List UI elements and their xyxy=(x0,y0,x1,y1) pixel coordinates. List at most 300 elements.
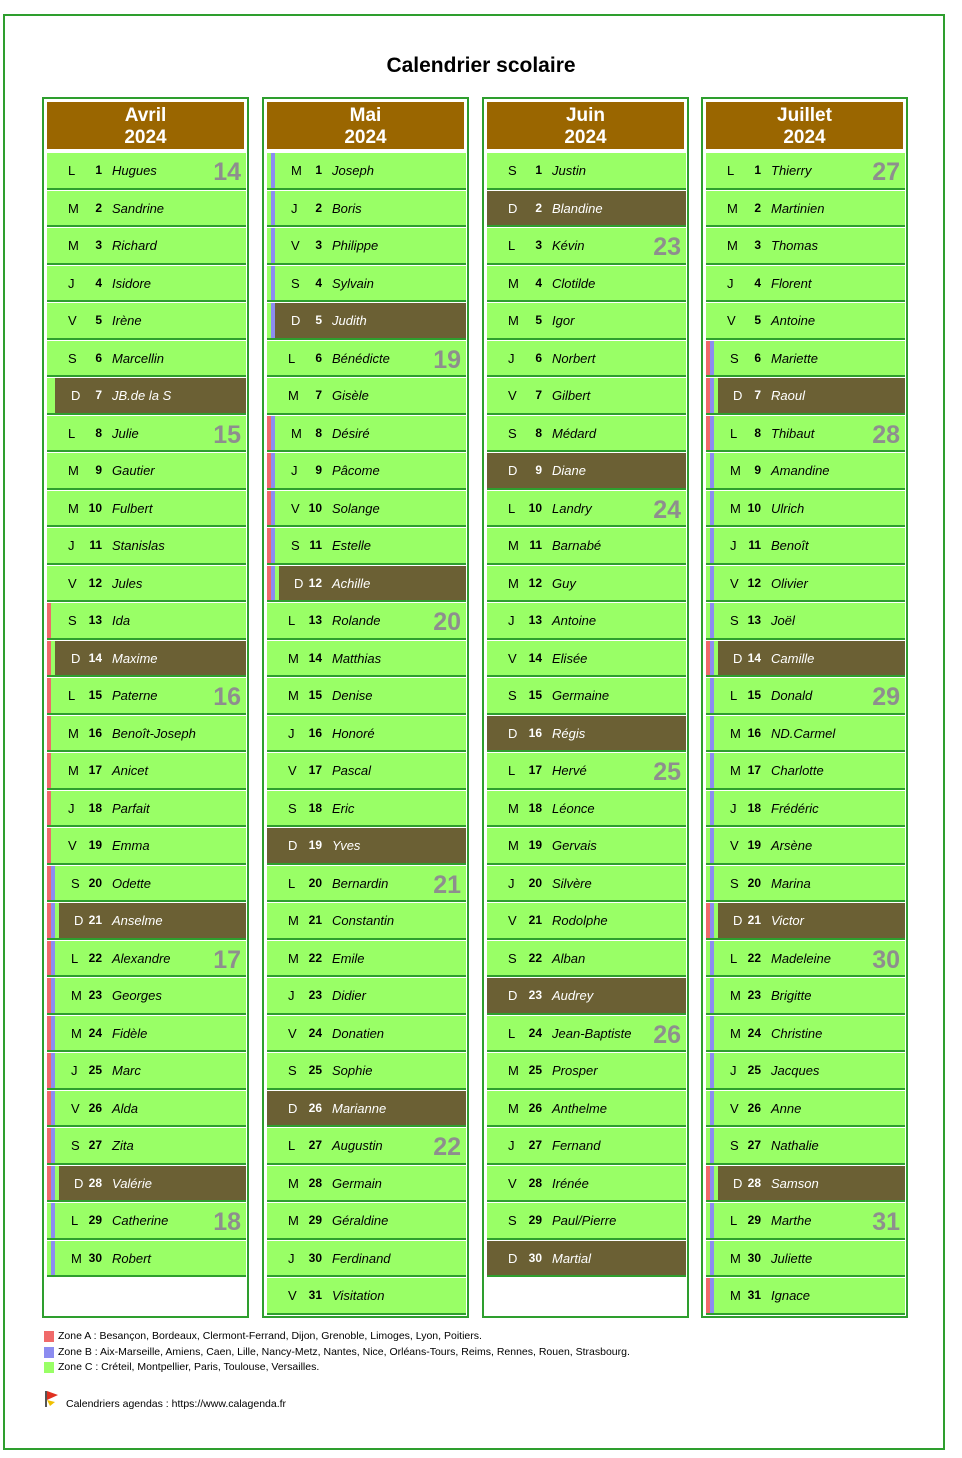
weekday-letter: M xyxy=(730,463,741,478)
day-row xyxy=(703,791,906,829)
row-divider xyxy=(487,525,686,527)
saint-name: Régis xyxy=(552,725,586,741)
row-divider xyxy=(47,863,246,865)
row-divider xyxy=(267,1238,466,1240)
weekday-letter: D xyxy=(508,200,518,216)
day-number: 26 xyxy=(528,1100,542,1115)
weekday-letter: L xyxy=(68,163,76,178)
weekday-letter: D xyxy=(508,988,518,1003)
week-number: 27 xyxy=(872,158,900,186)
row-divider xyxy=(706,525,905,527)
day-row xyxy=(703,303,906,341)
weekday-letter: M xyxy=(68,238,79,253)
saint-name: Anne xyxy=(771,1100,802,1116)
row-divider xyxy=(487,300,686,302)
month-year: 2024 xyxy=(783,127,826,148)
row-divider xyxy=(706,488,905,490)
day-number: 12 xyxy=(88,575,102,590)
day-number: 30 xyxy=(308,1250,322,1265)
weekday-letter: L xyxy=(68,688,76,703)
day-row xyxy=(44,753,247,791)
day-row xyxy=(44,153,247,191)
saint-name: Antoine xyxy=(552,613,597,628)
row-divider xyxy=(706,938,905,940)
day-number: 15 xyxy=(308,688,322,702)
zone-b-holiday-marker xyxy=(710,341,714,376)
saint-name: Rodolphe xyxy=(552,913,608,928)
row-divider xyxy=(47,1163,246,1165)
weekday-letter: J xyxy=(71,1063,78,1078)
saint-name: Paul/Pierre xyxy=(552,1213,617,1228)
zone-b-swatch xyxy=(44,1347,54,1358)
day-row xyxy=(264,1278,467,1316)
page-title: Calendrier scolaire xyxy=(386,54,576,77)
saint-name: Boris xyxy=(332,200,362,216)
legend-item-zone-a xyxy=(44,1329,630,1345)
row-divider xyxy=(47,300,246,302)
row-divider xyxy=(487,1163,686,1165)
day-row xyxy=(44,678,247,716)
day-row xyxy=(484,378,687,416)
day-number: 19 xyxy=(747,838,761,852)
zone-c-holiday-marker xyxy=(55,1166,59,1201)
day-row xyxy=(44,191,247,229)
day-row xyxy=(44,416,247,454)
day-number: 23 xyxy=(88,988,102,1002)
weekday-letter: M xyxy=(288,688,299,703)
row-divider xyxy=(267,300,466,302)
zone-c-holiday-marker xyxy=(55,903,59,938)
saint-name: Igor xyxy=(552,313,575,328)
day-row xyxy=(484,416,687,454)
weekday-letter: M xyxy=(730,1250,741,1266)
saint-name: Mariette xyxy=(771,350,818,366)
weekday-letter: V xyxy=(288,1025,297,1041)
day-row xyxy=(703,641,906,679)
day-row xyxy=(703,941,906,979)
day-row xyxy=(264,903,467,941)
day-row xyxy=(44,303,247,341)
row-divider xyxy=(267,375,466,377)
zone-b-holiday-marker xyxy=(710,716,714,751)
saint-name: Ida xyxy=(112,613,131,628)
day-row xyxy=(44,866,247,904)
row-divider xyxy=(487,788,686,790)
zone-b-holiday-marker xyxy=(271,266,275,301)
row-divider xyxy=(267,750,466,752)
week-number: 29 xyxy=(872,683,900,711)
day-number: 22 xyxy=(747,950,761,965)
saint-name: Fernand xyxy=(552,1138,601,1153)
day-number: 12 xyxy=(747,575,761,590)
day-row xyxy=(264,941,467,979)
weekday-letter: J xyxy=(291,463,298,478)
day-row xyxy=(44,1016,247,1054)
day-number: 3 xyxy=(315,238,322,252)
weekday-letter: S xyxy=(291,538,300,553)
zone-b-holiday-marker xyxy=(710,1091,714,1126)
row-divider xyxy=(706,638,905,640)
saint-name: Marcellin xyxy=(112,350,165,366)
zone-b-holiday-marker xyxy=(51,1053,55,1088)
day-number: 21 xyxy=(747,913,761,927)
day-number: 5 xyxy=(95,313,102,327)
weekday-letter: M xyxy=(730,725,741,741)
row-divider xyxy=(47,263,246,265)
zone-b-holiday-marker xyxy=(710,566,714,601)
day-row xyxy=(44,341,247,379)
day-row xyxy=(484,903,687,941)
day-number: 6 xyxy=(754,350,761,365)
day-number: 4 xyxy=(95,275,102,290)
weekday-letter: V xyxy=(291,500,300,516)
day-row xyxy=(703,378,906,416)
day-row xyxy=(264,828,467,866)
saint-name: Anthelme xyxy=(552,1100,607,1116)
row-divider xyxy=(47,338,246,340)
weekday-letter: D xyxy=(71,650,81,666)
day-number: 26 xyxy=(308,1100,322,1115)
day-number: 31 xyxy=(747,1288,761,1302)
row-divider xyxy=(47,375,246,377)
day-row xyxy=(264,491,467,529)
saint-name: Eric xyxy=(332,800,355,816)
weekday-letter: D xyxy=(733,1175,743,1191)
weekday-letter: J xyxy=(508,350,515,366)
saint-name: Fidèle xyxy=(112,1025,148,1041)
day-number: 21 xyxy=(308,913,322,927)
day-number: 28 xyxy=(528,1175,542,1190)
row-divider xyxy=(47,1088,246,1090)
row-divider xyxy=(487,413,686,415)
day-number: 16 xyxy=(88,725,102,740)
day-row xyxy=(264,716,467,754)
weekday-letter: J xyxy=(288,725,295,741)
saint-name: Landry xyxy=(552,500,592,516)
day-number: 8 xyxy=(754,425,761,440)
day-row xyxy=(484,716,687,754)
day-number: 2 xyxy=(754,200,761,215)
saint-name: Anselme xyxy=(112,913,163,928)
saint-name: Benoît xyxy=(771,538,809,553)
saint-name: Georges xyxy=(112,988,162,1003)
row-divider xyxy=(487,863,686,865)
day-number: 5 xyxy=(754,313,761,327)
day-number: 17 xyxy=(88,763,102,777)
weekday-letter: M xyxy=(730,1025,741,1041)
zone-b-holiday-marker xyxy=(710,416,714,451)
row-divider xyxy=(706,1238,905,1240)
saint-name: Isidore xyxy=(112,275,152,291)
day-row xyxy=(703,753,906,791)
day-row xyxy=(703,1278,906,1316)
weekday-letter: L xyxy=(288,1138,296,1153)
weekday-letter: M xyxy=(730,763,741,778)
zone-b-holiday-marker xyxy=(710,453,714,488)
row-divider xyxy=(706,1125,905,1127)
day-number: 1 xyxy=(315,163,322,177)
saint-name: Julie xyxy=(112,425,139,441)
zone-b-holiday-marker xyxy=(271,191,275,226)
weekday-letter: J xyxy=(68,275,75,291)
zone-b-holiday-marker xyxy=(710,753,714,788)
saint-name: Thierry xyxy=(771,163,812,178)
weekday-letter: V xyxy=(508,650,517,666)
day-row xyxy=(44,603,247,641)
weekday-letter: J xyxy=(291,200,298,216)
day-row xyxy=(44,228,247,266)
day-number: 15 xyxy=(747,688,761,702)
weekday-letter: S xyxy=(291,275,300,291)
month-header xyxy=(267,102,464,149)
saint-name: Irénée xyxy=(552,1175,589,1191)
day-number: 25 xyxy=(88,1063,102,1077)
zone-c-holiday-marker xyxy=(714,378,718,413)
day-number: 15 xyxy=(528,688,542,702)
day-number: 27 xyxy=(308,1138,322,1152)
zone-b-holiday-marker xyxy=(271,528,275,563)
row-divider xyxy=(487,825,686,827)
weekday-letter: L xyxy=(730,425,738,441)
row-divider xyxy=(706,713,905,715)
zone-c-holiday-marker xyxy=(714,641,718,676)
day-row xyxy=(264,1241,467,1279)
weekday-letter: J xyxy=(288,988,295,1003)
weekday-letter: V xyxy=(288,1288,297,1303)
day-row xyxy=(484,1203,687,1241)
day-cell xyxy=(267,978,466,1013)
weekday-letter: V xyxy=(288,763,297,778)
zone-c-swatch xyxy=(44,1362,54,1373)
day-number: 4 xyxy=(535,275,542,290)
day-row xyxy=(703,566,906,604)
row-divider xyxy=(267,713,466,715)
row-divider xyxy=(487,1088,686,1090)
month-column-juillet xyxy=(701,97,908,1318)
row-divider xyxy=(267,225,466,227)
week-number: 18 xyxy=(213,1208,241,1236)
day-number: 6 xyxy=(535,350,542,365)
day-row xyxy=(264,453,467,491)
legend-text: Zone A : Besançon, Bordeaux, Clermont-Ferrand, Dijon, Grenoble, Limoges, Lyon, Poitiers. xyxy=(58,1330,482,1342)
saint-name: Alban xyxy=(552,950,586,966)
weekday-letter: L xyxy=(508,238,516,253)
saint-name: Ignace xyxy=(771,1288,811,1303)
zone-legend xyxy=(44,1329,630,1376)
day-row xyxy=(703,1166,906,1204)
month-name: Avril xyxy=(124,105,167,126)
row-divider xyxy=(47,675,246,677)
saint-name: Thomas xyxy=(771,238,818,253)
day-row xyxy=(703,453,906,491)
day-row xyxy=(703,828,906,866)
saint-name: Parfait xyxy=(112,800,150,816)
week-number: 21 xyxy=(433,870,461,899)
day-row xyxy=(703,678,906,716)
month-year: 2024 xyxy=(344,127,387,148)
weekday-letter: S xyxy=(508,163,517,178)
weekday-letter: J xyxy=(68,538,75,553)
saint-name: Joël xyxy=(771,613,795,628)
row-divider xyxy=(267,1013,466,1015)
row-divider xyxy=(47,600,246,602)
saint-name: Raoul xyxy=(771,388,805,403)
day-row xyxy=(484,266,687,304)
row-divider xyxy=(706,750,905,752)
saint-name: Gautier xyxy=(112,463,155,478)
saint-name: Honoré xyxy=(332,725,375,741)
weekday-letter: M xyxy=(730,500,741,516)
row-divider xyxy=(267,488,466,490)
row-divider xyxy=(487,1050,686,1052)
row-divider xyxy=(487,375,686,377)
day-number: 3 xyxy=(535,238,542,252)
zone-b-holiday-marker xyxy=(710,791,714,826)
zone-b-holiday-marker xyxy=(710,1053,714,1088)
saint-name: Martial xyxy=(552,1250,592,1266)
row-divider xyxy=(487,638,686,640)
day-row xyxy=(703,1203,906,1241)
day-row xyxy=(484,453,687,491)
saint-name: Donatien xyxy=(332,1025,385,1041)
day-row xyxy=(264,153,467,191)
weekday-letter: D xyxy=(288,1100,298,1116)
day-number: 27 xyxy=(747,1138,761,1152)
day-number: 21 xyxy=(88,913,102,927)
zone-c-holiday-marker xyxy=(714,903,718,938)
day-number: 18 xyxy=(747,800,761,815)
weekday-letter: V xyxy=(68,838,77,853)
day-row xyxy=(264,1128,467,1166)
day-row xyxy=(484,341,687,379)
weekday-letter: M xyxy=(727,238,738,253)
row-divider xyxy=(267,525,466,527)
week-number: 17 xyxy=(213,945,241,974)
month-name: Juillet xyxy=(777,105,832,126)
saint-name: Fulbert xyxy=(112,500,153,516)
weekday-letter: V xyxy=(508,913,517,928)
weekday-letter: M xyxy=(68,725,79,741)
row-divider xyxy=(267,825,466,827)
row-divider xyxy=(487,1238,686,1240)
week-number: 31 xyxy=(872,1208,900,1236)
day-number: 1 xyxy=(535,163,542,177)
day-row xyxy=(484,828,687,866)
week-number: 16 xyxy=(213,683,241,711)
saint-name: Philippe xyxy=(332,238,379,253)
footer-link[interactable]: Calendriers agendas : https://www.calagenda.fr xyxy=(66,1398,287,1410)
row-divider xyxy=(706,300,905,302)
row-divider xyxy=(267,1200,466,1202)
day-number: 8 xyxy=(315,425,322,440)
zone-b-holiday-marker xyxy=(271,416,275,451)
row-divider xyxy=(47,563,246,565)
weekday-letter: M xyxy=(508,275,519,291)
day-row xyxy=(264,866,467,904)
weekday-letter: S xyxy=(508,425,517,441)
saint-name: Achille xyxy=(332,575,371,591)
row-divider xyxy=(487,225,686,227)
weekday-letter: M xyxy=(288,388,299,403)
row-divider xyxy=(267,1313,466,1315)
day-row xyxy=(44,1053,247,1091)
saint-name: Augustin xyxy=(332,1138,383,1153)
day-row xyxy=(484,566,687,604)
row-divider xyxy=(706,450,905,452)
saint-name: Alda xyxy=(112,1100,139,1116)
day-number: 24 xyxy=(747,1025,761,1040)
day-number: 25 xyxy=(747,1063,761,1077)
weekday-letter: M xyxy=(68,763,79,778)
month-year: 2024 xyxy=(564,127,607,148)
week-number: 28 xyxy=(872,420,900,449)
saint-name: JB.de la S xyxy=(112,388,172,403)
day-row xyxy=(44,1203,247,1241)
day-row xyxy=(703,903,906,941)
zone-a-holiday-marker xyxy=(47,828,51,863)
month-header xyxy=(706,102,903,149)
weekday-letter: L xyxy=(508,1025,516,1041)
day-row xyxy=(44,641,247,679)
saint-name: Gisèle xyxy=(332,388,369,403)
weekday-letter: M xyxy=(727,200,738,216)
saint-name: Bernardin xyxy=(332,875,389,891)
saint-name: Barnabé xyxy=(552,538,602,553)
saint-name: Olivier xyxy=(771,575,808,591)
row-divider xyxy=(487,263,686,265)
empty-row xyxy=(484,1278,687,1316)
saint-name: Christine xyxy=(771,1025,823,1041)
day-row xyxy=(703,716,906,754)
day-row xyxy=(484,978,687,1016)
day-number: 21 xyxy=(528,913,542,927)
row-divider xyxy=(706,863,905,865)
day-row xyxy=(264,228,467,266)
day-number: 9 xyxy=(754,463,761,477)
saint-name: Marianne xyxy=(332,1100,387,1116)
row-divider xyxy=(47,1013,246,1015)
saint-name: Sylvain xyxy=(332,275,374,291)
row-divider xyxy=(267,450,466,452)
day-number: 28 xyxy=(308,1175,322,1190)
day-number: 14 xyxy=(528,650,542,665)
weekday-letter: J xyxy=(730,538,737,553)
day-row xyxy=(484,491,687,529)
day-row xyxy=(264,303,467,341)
day-number: 15 xyxy=(88,688,102,702)
row-divider xyxy=(267,863,466,865)
day-number: 20 xyxy=(747,875,761,890)
day-number: 25 xyxy=(528,1063,542,1077)
row-divider xyxy=(706,1050,905,1052)
day-row xyxy=(703,153,906,191)
day-row xyxy=(484,303,687,341)
zone-b-holiday-marker xyxy=(271,228,275,263)
zone-b-holiday-marker xyxy=(710,1241,714,1276)
row-divider xyxy=(487,488,686,490)
weekday-letter: M xyxy=(288,1213,299,1228)
weekday-letter: M xyxy=(730,1288,741,1303)
weekday-letter: L xyxy=(288,875,296,891)
row-divider xyxy=(706,900,905,902)
day-number: 28 xyxy=(88,1175,102,1190)
week-number: 22 xyxy=(433,1133,461,1161)
row-divider xyxy=(47,900,246,902)
saint-name: Kévin xyxy=(552,238,585,253)
saint-name: Didier xyxy=(332,988,366,1003)
weekday-letter: M xyxy=(71,1025,82,1041)
saint-name: Denise xyxy=(332,688,373,703)
